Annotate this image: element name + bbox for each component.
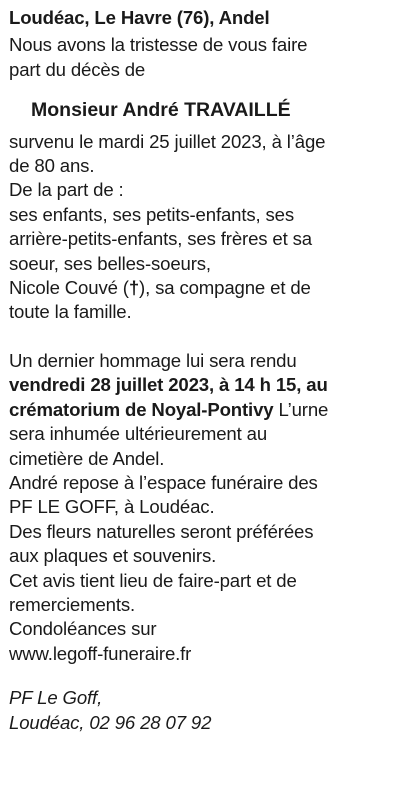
ceremony-line-5: cimetière de Andel.	[9, 447, 165, 469]
family-last-line: toute la famille.	[9, 301, 132, 323]
intro-line-1: Nous avons la tristesse de vous faire	[9, 34, 308, 56]
deceased-name: Monsieur André TRAVAILLÉ	[31, 99, 291, 122]
companion-line	[9, 276, 399, 300]
family-line-2: arrière-petits-enfants, ses frères et sa	[9, 228, 312, 250]
rest-line-1: André repose à l’espace funéraire des	[9, 471, 318, 493]
footer-spacer	[9, 666, 399, 686]
places-heading: Loudéac, Le Havre (76), Andel	[9, 7, 270, 28]
death-line-2: de 80 ans.	[9, 155, 95, 177]
condolences-label: Condoléances sur	[9, 618, 157, 640]
cross-icon: †	[128, 277, 140, 299]
flowers-line-2: aux plaques et souvenirs.	[9, 545, 217, 567]
flowers-line-1: Des fleurs naturelles seront préférées	[9, 520, 314, 542]
condolences-website: www.legoff-funeraire.fr	[9, 642, 192, 664]
companion-rest: ), sa compagne et de	[139, 277, 311, 299]
intro-line-2: part du décès de	[9, 58, 146, 80]
urn-text: L’urne	[273, 398, 329, 420]
family-line-1: ses enfants, ses petits-enfants, ses	[9, 203, 295, 225]
thanks-line-2: remerciements.	[9, 593, 136, 615]
funeral-home-name: PF Le Goff,	[9, 687, 103, 709]
ceremony-location: crématorium de Noyal-Pontivy	[9, 398, 274, 420]
ceremony-line-1: Un dernier hommage lui sera rendu	[9, 349, 297, 371]
family-line-3: soeur, ses belles-soeurs,	[9, 252, 211, 274]
paragraph-spacer	[9, 325, 399, 349]
funeral-home-contact: Loudéac, 02 96 28 07 92	[9, 711, 212, 733]
thanks-line-1: Cet avis tient lieu de faire-part et de	[9, 569, 297, 591]
ceremony-date-time: vendredi 28 juillet 2023, à 14 h 15, au	[9, 374, 328, 396]
death-line-1: survenu le mardi 25 juillet 2023, à l’âge	[9, 130, 326, 152]
ceremony-line-4: sera inhumée ultérieurement au	[9, 423, 268, 445]
family-intro: De la part de :	[9, 179, 124, 201]
rest-line-2: PF LE GOFF, à Loudéac.	[9, 496, 215, 518]
companion-name: Nicole Couvé (	[9, 277, 129, 299]
ceremony-location-line	[9, 398, 399, 422]
